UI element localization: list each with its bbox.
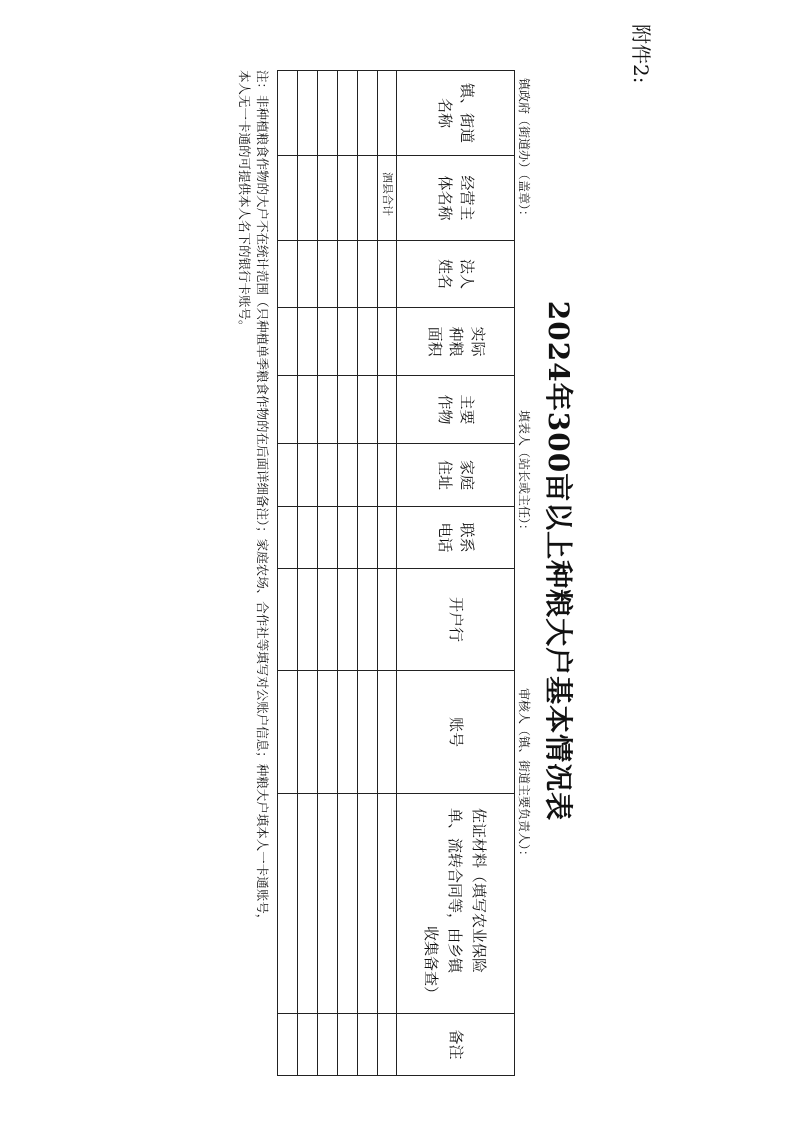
table-row: [318, 71, 338, 1076]
col-address: 家庭 住址: [397, 444, 515, 507]
town-seal-label: 镇政府（街道办）（盖章）：: [517, 78, 531, 223]
total-label: 泗县合计: [378, 156, 397, 241]
col-bank: 开户行: [397, 569, 515, 671]
col-town: 镇、街道 名称: [397, 71, 515, 156]
col-entity: 经营主 体名称: [397, 156, 515, 241]
footnote-line-1: 注：非种植粮食作物的大户不在统计范围（只种植单季粮食作物的在后面详细备注）；家庭农场、合作社等填写对公账户信息；种粮大户填本人一卡通账号，: [255, 70, 270, 927]
table-row: [358, 71, 378, 1076]
col-evidence: 佐证材料（填写农业保险 单、流转合同等，由乡镇 收集备查）: [397, 794, 515, 1014]
col-remark: 备注: [397, 1014, 515, 1076]
total-row: [378, 71, 397, 1076]
grain-grower-table: [277, 70, 515, 1076]
col-account: 账号: [397, 671, 515, 794]
table-row: [298, 71, 318, 1076]
col-crop: 主要 作物: [397, 376, 515, 444]
col-legal-person: 法人 姓名: [397, 241, 515, 308]
reviewer-label: 审核人（镇、街道主要负责人）：: [517, 688, 531, 863]
page-title: 2024年300亩以上种粮大户基本情况表: [542, 300, 575, 822]
footnote-line-2: 本人无一卡通的可提供本人名下的银行卡账号。: [237, 70, 252, 333]
table-row: [338, 71, 358, 1076]
col-area: 实际 种粮 面积: [397, 308, 515, 376]
filler-label: 填表人（站长或主任）：: [517, 410, 531, 537]
header-row: [397, 71, 515, 1076]
attachment-label: 附件2:: [629, 24, 653, 84]
table-row: [278, 71, 298, 1076]
col-phone: 联系 电话: [397, 507, 515, 569]
